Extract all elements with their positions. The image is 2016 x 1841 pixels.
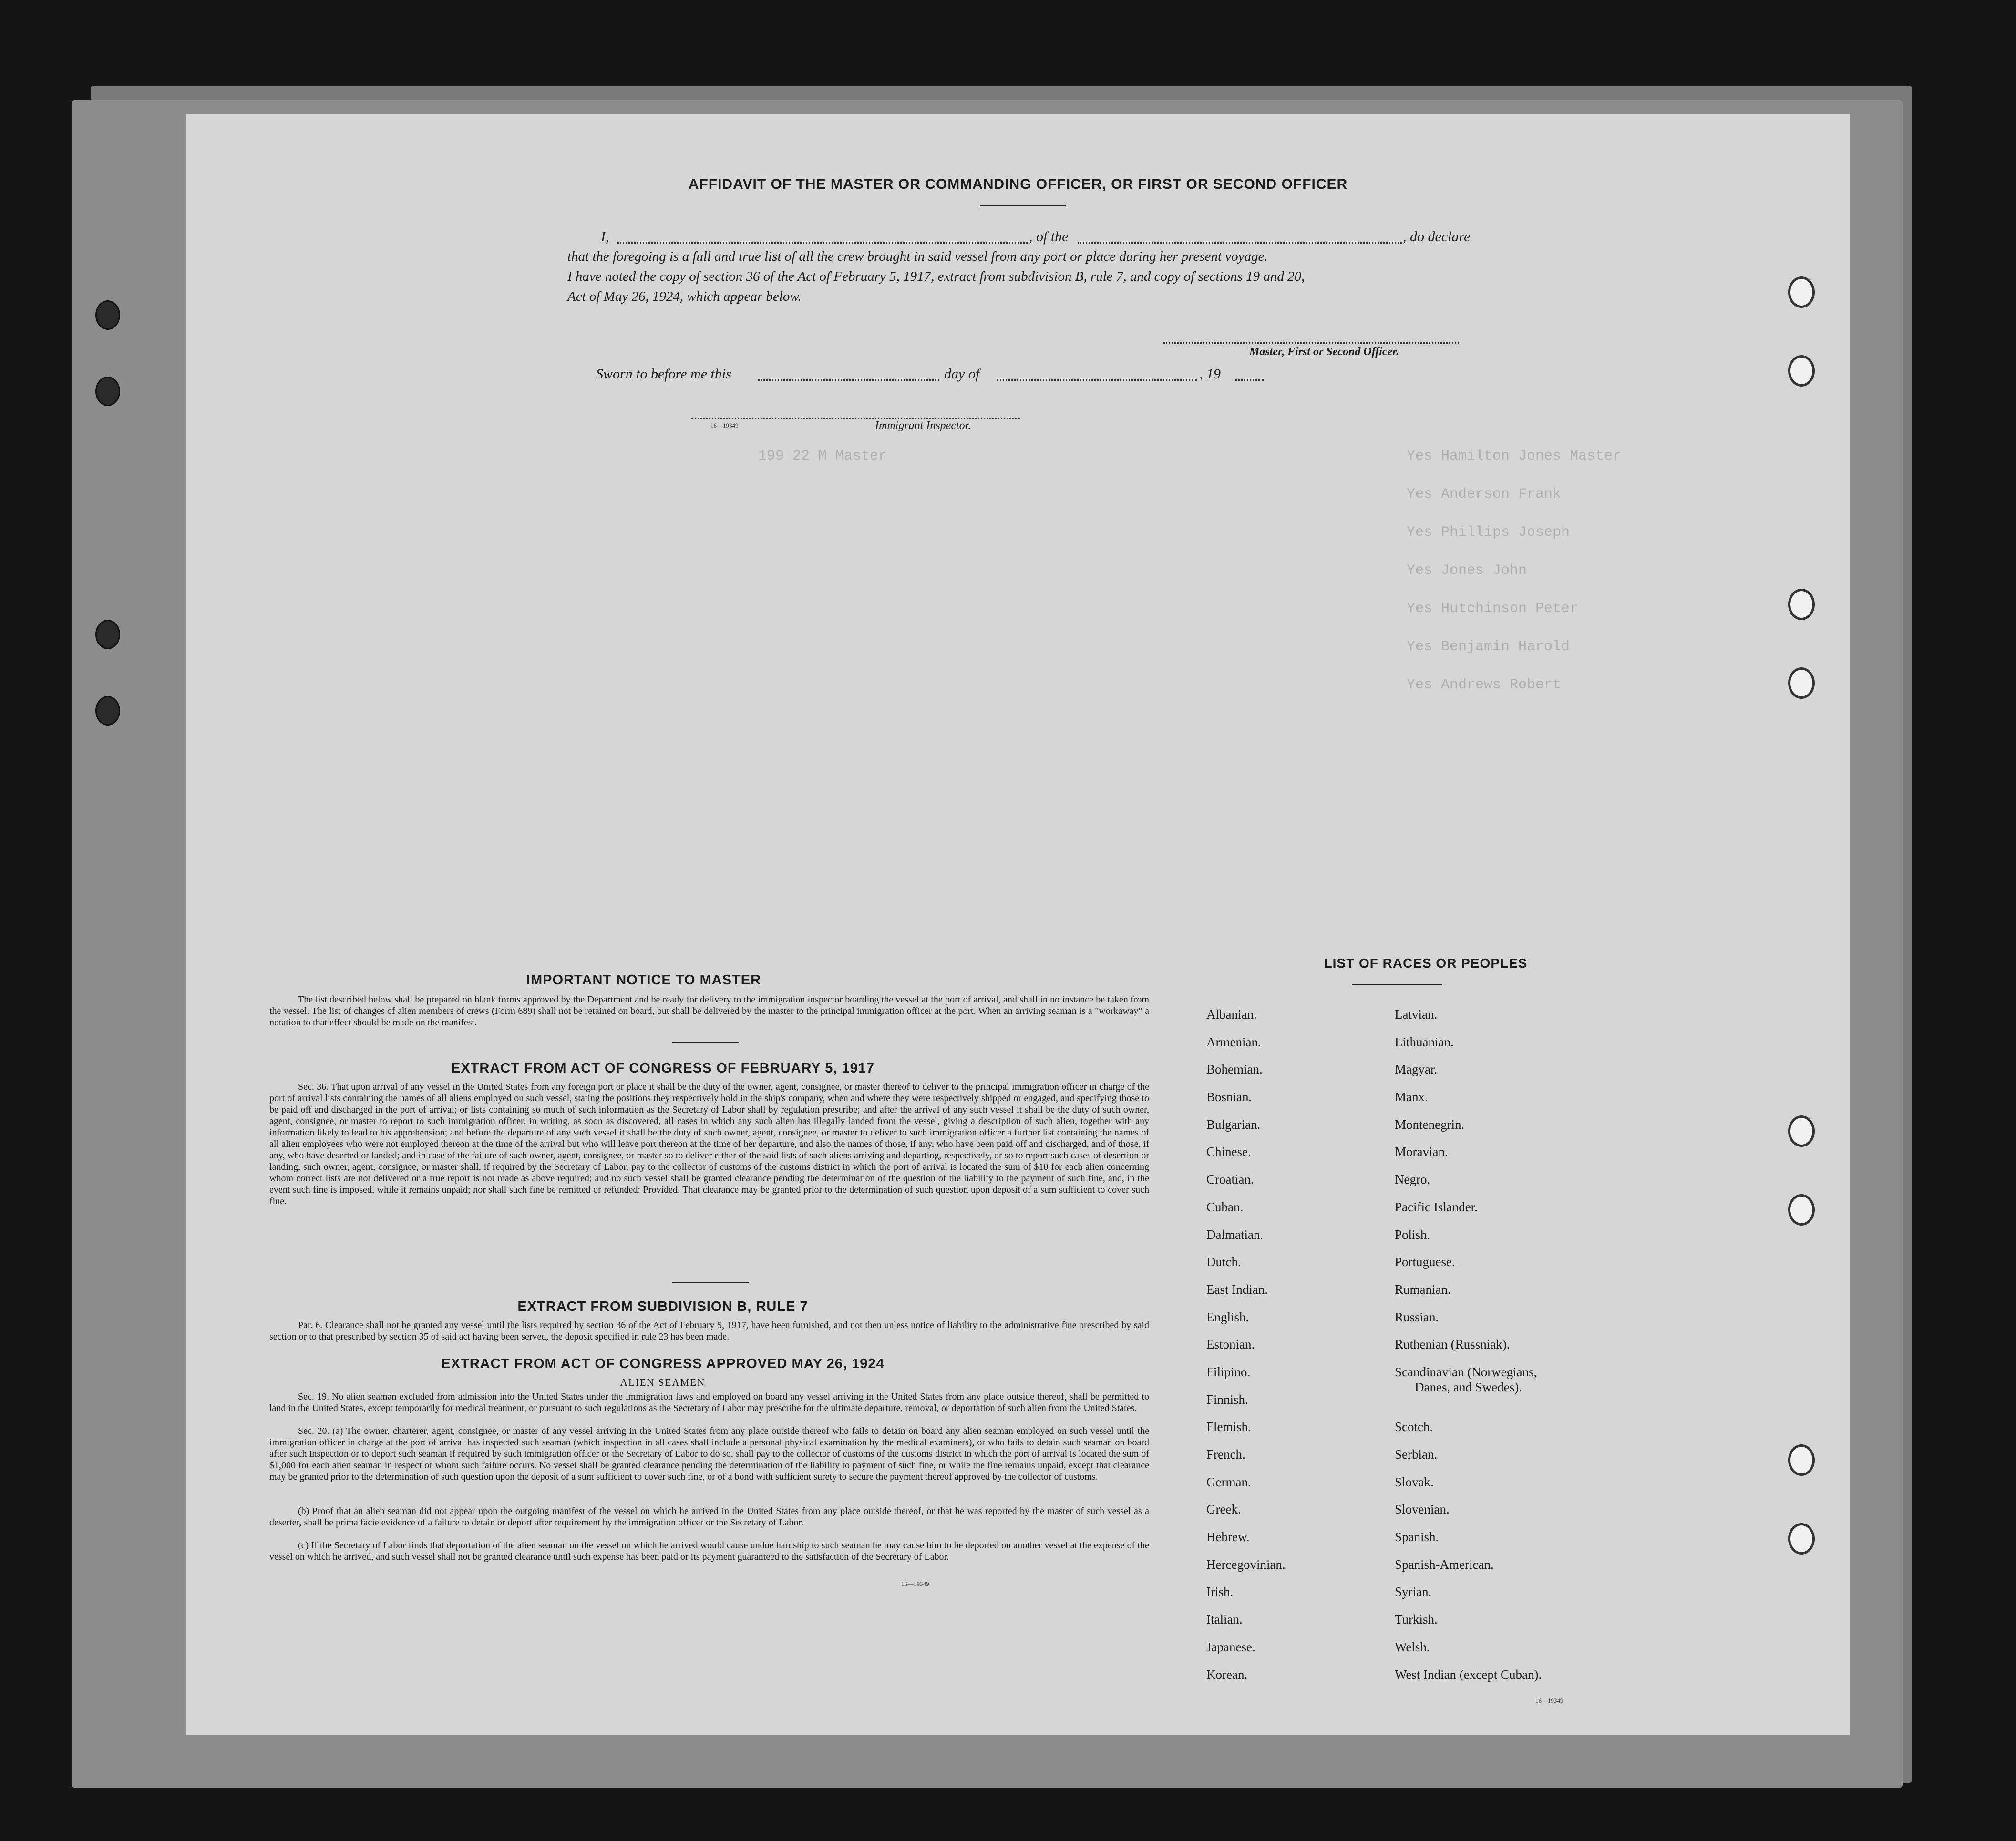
punch-hole-icon [1788, 589, 1815, 620]
affidavit-line-2: that the foregoing is a full and true list of all the crew brought in said vessel from any port or place during her present voyage. [567, 249, 1268, 264]
divider [1352, 984, 1442, 985]
race-item: Welsh. [1395, 1639, 1430, 1654]
race-item: Lithuanian. [1395, 1034, 1454, 1049]
affidavit-of-the: , of the [1029, 229, 1069, 245]
race-item: French. [1206, 1447, 1245, 1462]
race-item: Finnish. [1206, 1392, 1248, 1407]
race-item: Scandinavian (Norwegians, [1395, 1364, 1537, 1379]
affidavit-line-3: I have noted the copy of section 36 of the Act of February 5, 1917, extract from subdivision B, rule 7, and copy of sections 19 and 20, [567, 269, 1305, 284]
notice-text: The list described below shall be prepared on blank forms approved by the Department and be ready for delivery to the immigration inspector boarding the vessel at the port of arrival, and shall in no instance be taken from the vessel. The list of changes of alien members of crews (Form 689) shall not be retained on board, but shall be delivered by the master to the principal immigration officer at the port. When an arriving seaman is a "workaway" a notation to that effect should be made on the manifest. [269, 994, 1149, 1028]
rule-7-text: Par. 6. Clearance shall not be granted any vessel until the lists required by section 36 of the Act of February 5, 1917, have been furnished, and not then unless notice of liability to the administrative fine prescribed by said section or to that prescribed by section 35 of said act having been served, the deposit specified in rule 23 has been made. [269, 1320, 1149, 1342]
race-item: Albanian. [1206, 1007, 1257, 1022]
punch-hole-icon [1788, 276, 1815, 308]
race-item: Bulgarian. [1206, 1117, 1261, 1132]
sworn-day-blank[interactable] [758, 379, 939, 381]
sec-20b-text: (b) Proof that an alien seaman did not appear upon the outgoing manifest of the vessel on which he arrived in the United States from any place outside thereof, or that he was reported by the master of such vessel as a deserter, shall be prima facie evidence of a failure to detain or deport after requirement by the immigration officer or the Secretary of Labor. [269, 1506, 1149, 1528]
race-item: Greek. [1206, 1502, 1241, 1517]
bleed-through-text: Yes Phillips Joseph [1407, 524, 1570, 541]
inspector-form-code: 16—19349 [710, 422, 739, 429]
notice-title: IMPORTANT NOTICE TO MASTER [526, 972, 761, 988]
divider [672, 1042, 739, 1043]
punch-hole-icon [1788, 355, 1815, 387]
signature-label: Master, First or Second Officer. [1249, 346, 1399, 358]
punch-hole-icon [1788, 667, 1815, 699]
race-item: Ruthenian (Russniak). [1395, 1337, 1510, 1352]
race-item: Rumanian. [1395, 1282, 1451, 1297]
sworn-year-blank[interactable] [1235, 379, 1264, 381]
races-form-code: 16—19349 [1535, 1697, 1563, 1704]
sec-19-text: Sec. 19. No alien seaman excluded from admission into the United States under the immigration laws and employed on board any vessel arriving in the United States from any place outside thereof, shall be permitted to land in the United States, except temporarily for medical treatment, or pursuant to such regulations as the Secretary of Labor may prescribe for the ultimate departure, removal, or deportation of such alien from the United States. [269, 1391, 1149, 1413]
race-item: Portuguese. [1395, 1255, 1455, 1269]
bleed-through-text: Yes Jones John [1407, 563, 1527, 579]
race-item: Manx. [1395, 1090, 1428, 1105]
race-item: Negro. [1395, 1172, 1430, 1187]
extract-1924-title: EXTRACT FROM ACT OF CONGRESS APPROVED MAY 26, 1924 [441, 1356, 885, 1371]
binder-hole-icon [95, 377, 120, 406]
race-item: Montenegrin. [1395, 1117, 1465, 1132]
race-item: Syrian. [1395, 1585, 1432, 1599]
inspector-label: Immigrant Inspector. [875, 419, 971, 432]
races-title: LIST OF RACES OR PEOPLES [1324, 956, 1528, 971]
inspector-blank[interactable] [691, 418, 1020, 419]
bleed-through-text: Yes Andrews Robert [1407, 677, 1562, 693]
binder-hole-icon [95, 696, 120, 726]
race-item: Korean. [1206, 1667, 1248, 1682]
race-item: Serbian. [1395, 1447, 1438, 1462]
name-blank[interactable] [617, 242, 1028, 244]
vessel-blank[interactable] [1078, 242, 1402, 244]
race-item: Dutch. [1206, 1255, 1241, 1269]
race-item: Turkish. [1395, 1612, 1438, 1627]
race-item: Polish. [1395, 1227, 1430, 1242]
extract-1917-text: Sec. 36. That upon arrival of any vessel in the United States from any foreign port or place it shall be the duty of the owner, agent, consignee, or master thereof to deliver to the principal immigration officer in charge of the port of arrival lists containing the names of all aliens employed on such vessel, stating the positions they respectively hold in the ship's company, when and where they were respectively shipped or engaged, and specifying those to be paid off and discharged in the port of arrival; or lists containing so much of such information as the Secretary of Labor shall by regulation prescribe; and after the arrival of any such vessel it shall be the duty of such owner, agent, consignee, or master to report to such immigration officer, in writing, as soon as discovered, all cases in which any such alien has illegally landed from the vessel, giving a description of such alien, together with any information likely to lead to his apprehension; and before the departure of any such vessel it shall be the duty of such owner, agent, consignee, or master to deliver to such immigration officer a further list containing the names of all alien employees who were not employed thereon at the time of the arrival but who will leave port thereon at the time of her departure, and also the names of those, if any, who have been paid off and discharged, and of those, if any, who have deserted or landed; and in case of the failure of such owner, agent, consignee, or master so to deliver either of the said lists of such aliens arriving and departing, respectively, or so to report such cases of desertion or landing, such owner, agent, consignee, or master shall, if required by the Secretary of Labor, pay to the collector of customs of the customs district in which the port of arrival is located the sum of $10 for each alien concerning whom correct lists are not delivered or a true report is not made as above required; and no such vessel shall be granted clearance pending the determination of the question of the liability to the payment of such fine, and, in the event such fine is imposed, while it remains unpaid; nor shall such fine be remitted or refunded: Provided, That clearance may be granted prior to the determination of such question upon deposit of a sum sufficient to cover such fine. [269, 1082, 1149, 1207]
race-item: Croatian. [1206, 1172, 1254, 1187]
race-item: Japanese. [1206, 1639, 1255, 1654]
divider [672, 1282, 749, 1283]
race-item: Hebrew. [1206, 1530, 1250, 1544]
sec-20c-text: (c) If the Secretary of Labor finds that deportation of the alien seaman on the vessel on which he arrived would cause undue hardship to such seaman he may cause him to be deported on another vessel at the expense of the vessel on which he arrived, and such vessel shall not be granted clearance until such expense has been paid or its payment guaranteed to the satisfaction of the Secretary of Labor. [269, 1540, 1149, 1562]
affidavit-title: AFFIDAVIT OF THE MASTER OR COMMANDING OFFICER, OR FIRST OR SECOND OFFICER [688, 176, 1348, 192]
race-item: Flemish. [1206, 1420, 1251, 1434]
races-right-column [1395, 1001, 1542, 1688]
race-item: German. [1206, 1474, 1251, 1489]
race-item: Armenian. [1206, 1034, 1261, 1049]
race-item: Spanish-American. [1395, 1557, 1494, 1572]
race-item: Slovenian. [1395, 1502, 1450, 1517]
rule-7-title: EXTRACT FROM SUBDIVISION B, RULE 7 [517, 1299, 808, 1314]
race-item: Italian. [1206, 1612, 1243, 1627]
punch-hole-icon [1788, 1523, 1815, 1555]
sworn-month-blank[interactable] [997, 379, 1197, 381]
race-item: English. [1206, 1309, 1249, 1324]
race-item: Irish. [1206, 1585, 1234, 1599]
race-item: Cuban. [1206, 1199, 1244, 1214]
punch-hole-icon [1788, 1194, 1815, 1226]
race-item: Scotch. [1395, 1420, 1433, 1434]
race-item: Magyar. [1395, 1062, 1438, 1077]
races-left-column [1206, 1001, 1286, 1688]
race-item: Hercegovinian. [1206, 1557, 1286, 1572]
race-item: West Indian (except Cuban). [1395, 1667, 1542, 1682]
race-item: Bohemian. [1206, 1062, 1263, 1077]
binder-hole-icon [95, 620, 120, 649]
sworn-prefix: Sworn to before me this [596, 366, 731, 382]
alien-seamen-subtitle: ALIEN SEAMEN [620, 1377, 706, 1388]
race-item: Latvian. [1395, 1007, 1438, 1022]
bleed-through-text: Yes Benjamin Harold [1407, 639, 1570, 655]
affidavit-line-i: I, [601, 229, 609, 245]
race-item: Bosnian. [1206, 1090, 1252, 1105]
race-item: Danes, and Swedes). [1415, 1380, 1522, 1394]
affidavit-declare: , do declare [1403, 229, 1471, 245]
sec-20a-text: Sec. 20. (a) The owner, charterer, agent, consignee, or master of any vessel arriving in the United States from any place outside thereof who fails to detain on board any alien seaman employed on such vessel until the immigration officer in charge at the port of arrival has inspected such seaman (which inspection in all cases shall include a personal physical examination by the medical examiners), or who fails to detain such seaman on board after such inspection or to deport such seaman if required by such immigration officer or the Secretary of Labor to do so, shall pay to the collector of customs of the customs district in which the port of arrival is located the sum of $1,000 for each alien seaman in respect of whom such failure occurs. No vessel shall be granted clearance pending the determination of the liability to payment of such fine, or while the fine remains unpaid, except that clearance may be granted prior to the determination of such question upon the deposit of a sum sufficient to cover such fine, or of a bond with sufficient surety to secure the payment thereof approved by the collector of customs. [269, 1426, 1149, 1482]
race-item: Spanish. [1395, 1530, 1439, 1544]
race-item: Estonian. [1206, 1337, 1255, 1352]
bleed-through-text: Yes Hutchinson Peter [1407, 601, 1579, 617]
bleed-through-text: Yes Anderson Frank [1407, 486, 1562, 502]
divider [980, 205, 1066, 206]
race-item: Pacific Islander. [1395, 1199, 1478, 1214]
binder-hole-icon [95, 300, 120, 330]
form-code: 16—19349 [901, 1580, 929, 1587]
race-item: Moravian. [1395, 1145, 1448, 1159]
affidavit-line-4: Act of May 26, 1924, which appear below. [567, 289, 802, 304]
race-item: Chinese. [1206, 1145, 1251, 1159]
punch-hole-icon [1788, 1444, 1815, 1476]
signature-blank[interactable] [1163, 342, 1459, 344]
manifest-reverse-page [186, 114, 1850, 1735]
sworn-day-of: day of [944, 366, 980, 382]
sworn-year: , 19 [1199, 366, 1221, 382]
punch-hole-icon [1788, 1115, 1815, 1147]
bleed-through-text: Yes Hamilton Jones Master [1407, 448, 1622, 464]
race-item: East Indian. [1206, 1282, 1268, 1297]
race-item: Russian. [1395, 1309, 1439, 1324]
bleed-through-text: 199 22 M Master [758, 448, 887, 464]
race-item: Dalmatian. [1206, 1227, 1264, 1242]
extract-1917-title: EXTRACT FROM ACT OF CONGRESS OF FEBRUARY 5, 1917 [451, 1061, 875, 1076]
race-item: Filipino. [1206, 1364, 1251, 1379]
race-item: Slovak. [1395, 1474, 1434, 1489]
